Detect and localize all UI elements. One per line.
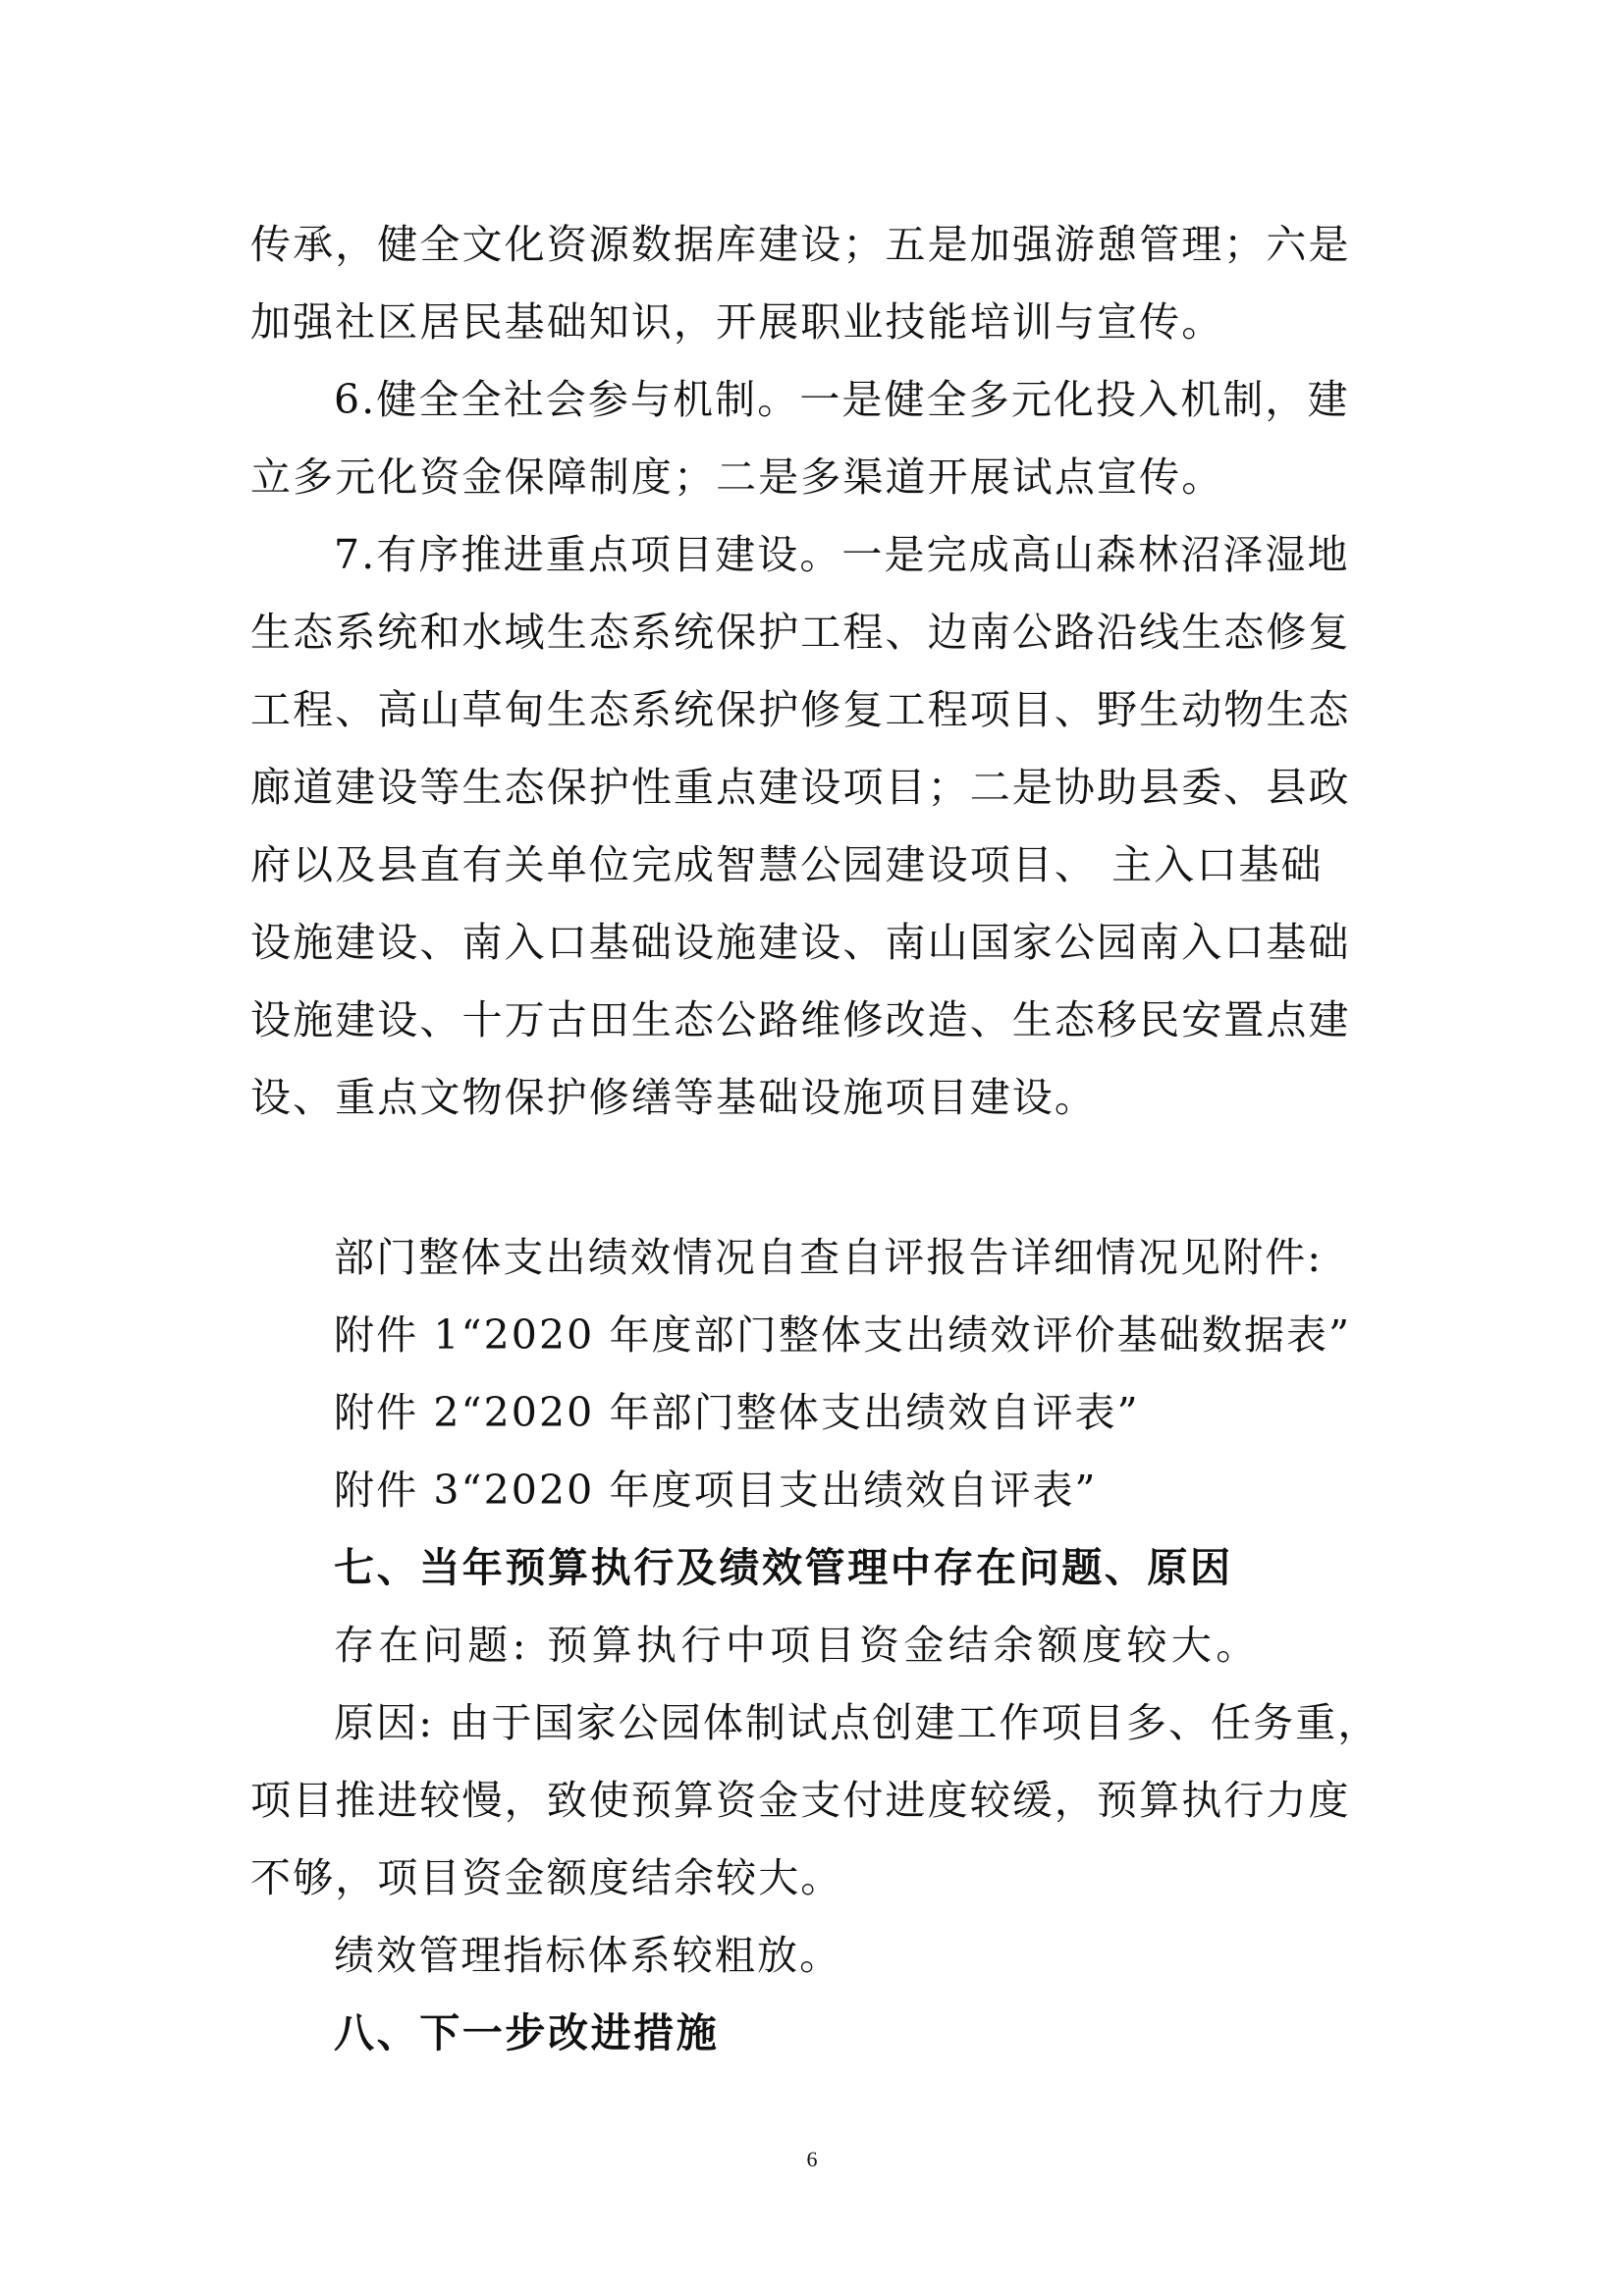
- paragraph-line: 府以及县直有关单位完成智慧公园建设项目、 主入口基础: [250, 841, 1324, 888]
- paragraph-line: 设、重点文物保护修缮等基础设施项目建设。: [250, 1074, 1097, 1121]
- attachment-item-3: 附件 3“2020 年度项目支出绩效自评表”: [334, 1467, 1098, 1514]
- paragraph-line: 设施建设、十万古田生态公路维修改造、生态移民安置点建: [250, 996, 1351, 1043]
- attachment-intro: 部门整体支出绩效情况自查自评报告详细情况见附件:: [334, 1234, 1324, 1281]
- section-heading-8: 八、下一步改进措施: [334, 2009, 720, 2056]
- paragraph-line: 加强社区居民基础知识，开展职业技能培训与宣传。: [250, 298, 1224, 346]
- paragraph-line: 廊道建设等生态保护性重点建设项目；二是协助县委、县政: [250, 764, 1351, 811]
- paragraph-line: 设施建设、南入口基础设施建设、南山国家公园南入口基础: [250, 919, 1351, 966]
- paragraph-line: 存在问题: 预算执行中项目资金结余额度较大。: [334, 1622, 1261, 1669]
- section-heading-7: 七、当年预算执行及绩效管理中存在问题、原因: [334, 1544, 1233, 1591]
- paragraph-line: 传承，健全文化资源数据库建设；五是加强游憩管理；六是: [250, 221, 1351, 268]
- paragraph-line: 立多元化资金保障制度；二是多渠道开展试点宣传。: [250, 454, 1224, 501]
- paragraph-line: 生态系统和水域生态系统保护工程、边南公路沿线生态修复: [250, 609, 1351, 656]
- paragraph-line: 工程、高山草甸生态系统保护修复工程项目、野生动物生态: [250, 686, 1351, 733]
- page-number: 6: [806, 2147, 818, 2171]
- paragraph-line: 绩效管理指标体系较粗放。: [334, 1932, 842, 1979]
- paragraph-line: 不够，项目资金额度结余较大。: [250, 1854, 843, 1901]
- paragraph-line: 7.有序推进重点项目建设。一是完成高山森林沼泽湿地: [334, 531, 1350, 578]
- attachment-item-2: 附件 2“2020 年部门整体支出绩效自评表”: [334, 1389, 1140, 1436]
- attachment-item-1: 附件 1“2020 年度部门整体支出绩效评价基础数据表”: [334, 1311, 1352, 1359]
- paragraph-line: 原因: 由于国家公园体制试点创建工作项目多、任务重，: [334, 1699, 1380, 1746]
- paragraph-line: 6.健全全社会参与机制。一是健全多元化投入机制，建: [334, 376, 1350, 423]
- paragraph-line: 项目推进较慢，致使预算资金支付进度较缓，预算执行力度: [250, 1777, 1351, 1824]
